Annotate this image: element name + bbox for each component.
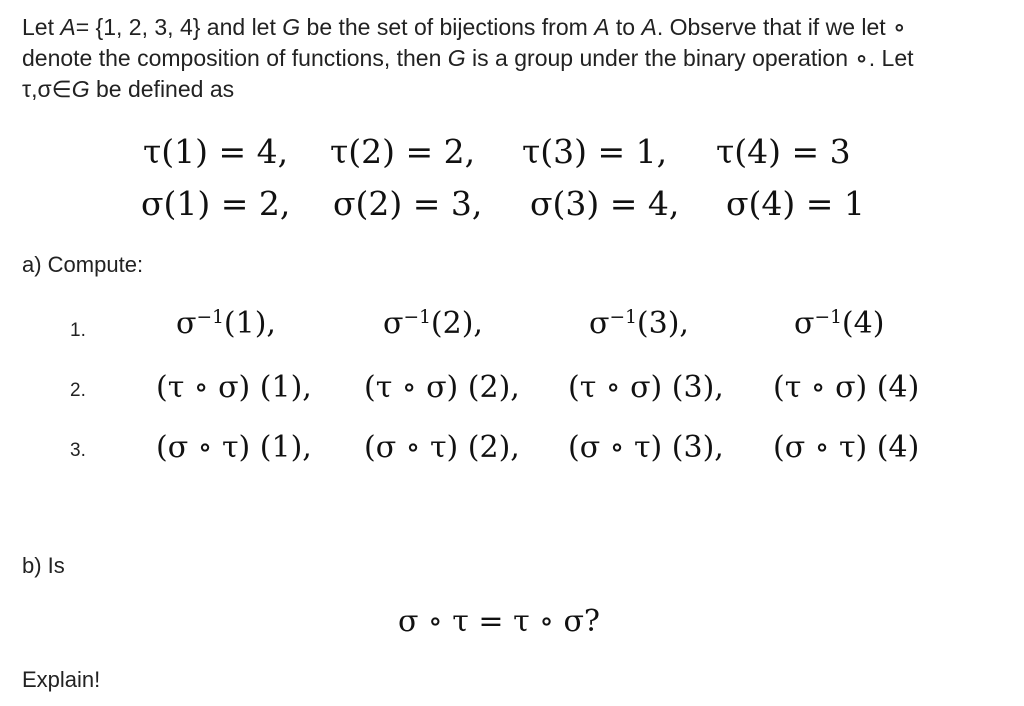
tau-sigma-3: (τ ∘ σ) (3), — [568, 370, 724, 405]
tau-def-1: τ(1) = 4, — [143, 132, 289, 171]
part-b-label: b) Is — [22, 553, 65, 578]
tau-def-2: τ(2) = 2, — [330, 132, 476, 171]
tau-def-4: τ(4) = 3 — [716, 132, 851, 171]
composition-symbol: ∘ — [892, 14, 907, 40]
intro-text: denote the composition of functions, then — [22, 45, 448, 71]
inverse-exponent: −1 — [403, 306, 431, 328]
inverse-exponent: −1 — [609, 306, 637, 328]
set-a-symbol: A — [60, 14, 76, 40]
intro-text: = {1, 2, 3, 4} and let — [75, 14, 283, 40]
intro-text: be defined as — [89, 76, 235, 102]
sigma-symbol: σ — [794, 306, 815, 341]
tau-sigma-4: (τ ∘ σ) (4) — [773, 370, 920, 405]
intro-text: be the set of bijections from — [300, 14, 595, 40]
item-number-3: 3. — [70, 440, 86, 461]
tau-def-3: τ(3) = 1, — [522, 132, 668, 171]
sigma-def-3: σ(3) = 4, — [530, 184, 680, 223]
inverse-sigma-2 — [383, 306, 483, 341]
composition-symbol: ∘ — [854, 45, 869, 71]
group-g-symbol: G — [282, 14, 301, 40]
set-a-symbol: A — [594, 14, 610, 40]
sigma-tau-3: (σ ∘ τ) (3), — [568, 430, 724, 465]
argument: (3), — [636, 306, 689, 341]
part-a-label: a) Compute: — [22, 252, 144, 277]
inverse-exponent: −1 — [196, 306, 224, 328]
commutativity-equation: σ ∘ τ = τ ∘ σ? — [398, 604, 601, 639]
item-number-1: 1. — [70, 320, 86, 341]
sigma-def-4: σ(4) = 1 — [726, 184, 865, 223]
argument: (2), — [430, 306, 483, 341]
sigma-def-1: σ(1) = 2, — [141, 184, 291, 223]
explain-prompt: Explain! — [22, 667, 101, 692]
sigma-symbol: σ — [383, 306, 404, 341]
group-g-symbol: G — [447, 45, 466, 71]
item-number-2: 2. — [70, 380, 86, 401]
tau-sigma-1: (τ ∘ σ) (1), — [156, 370, 312, 405]
tau-sigma-2: (τ ∘ σ) (2), — [364, 370, 520, 405]
inverse-exponent: −1 — [814, 306, 842, 328]
argument: (1), — [223, 306, 276, 341]
intro-text: is a group under the binary operation — [465, 45, 855, 71]
intro-text: Let — [22, 14, 61, 40]
argument: (4) — [841, 306, 885, 341]
intro-text: . Let τ,σ∈ — [22, 45, 914, 102]
intro-text: to — [609, 14, 642, 40]
intro-paragraph — [22, 12, 982, 105]
sigma-def-2: σ(2) = 3, — [333, 184, 483, 223]
sigma-symbol: σ — [176, 306, 197, 341]
sigma-symbol: σ — [589, 306, 610, 341]
inverse-sigma-4 — [794, 306, 884, 341]
sigma-tau-1: (σ ∘ τ) (1), — [156, 430, 312, 465]
sigma-tau-2: (σ ∘ τ) (2), — [364, 430, 520, 465]
inverse-sigma-3 — [589, 306, 689, 341]
group-g-symbol: G — [71, 76, 90, 102]
set-a-symbol: A — [641, 14, 657, 40]
intro-text: . Observe that if we let — [656, 14, 893, 40]
sigma-tau-4: (σ ∘ τ) (4) — [773, 430, 920, 465]
inverse-sigma-1 — [176, 306, 276, 341]
